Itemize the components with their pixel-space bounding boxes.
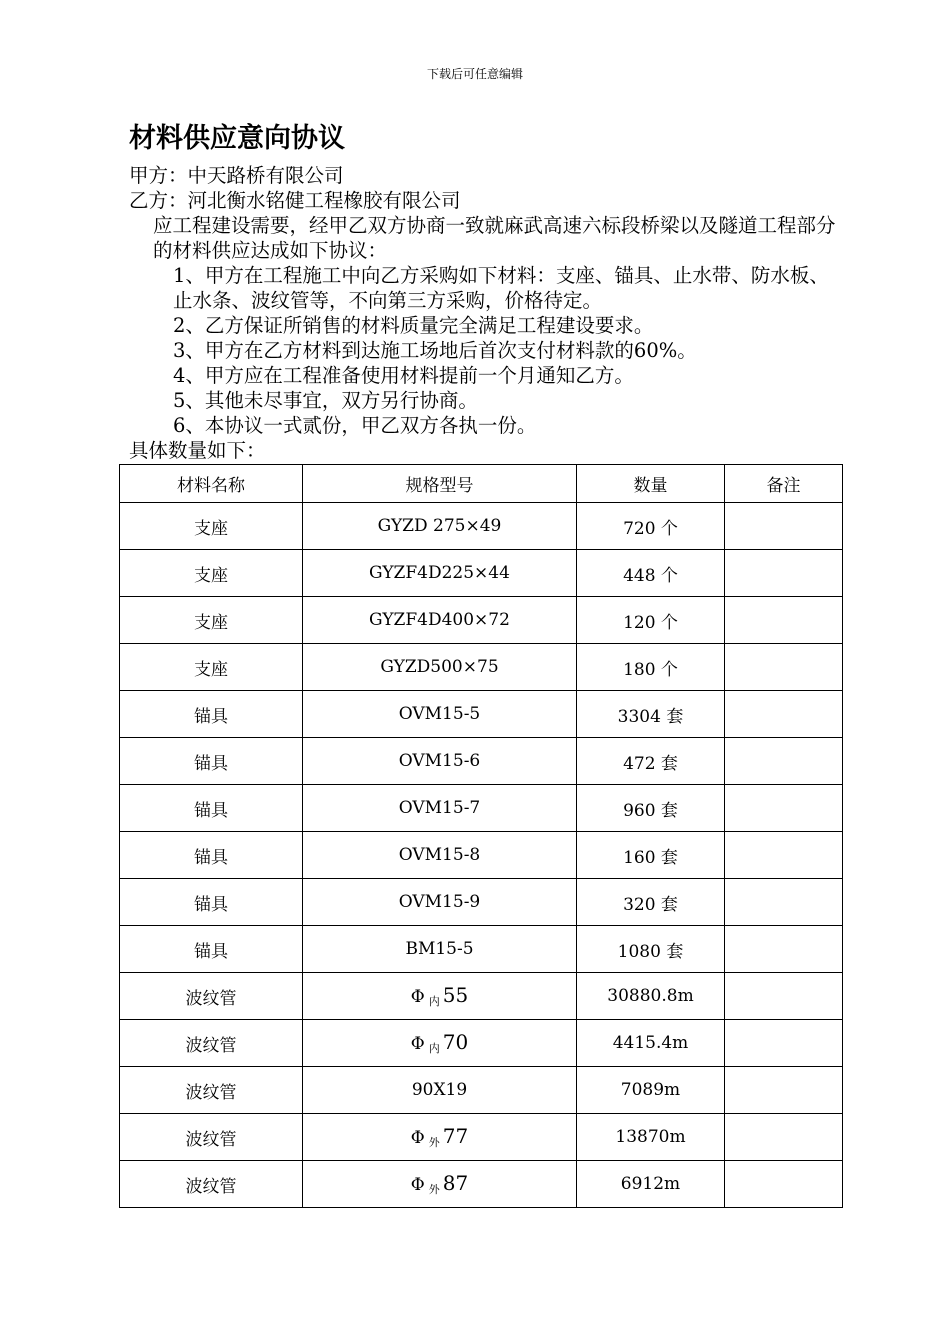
remarks-cell <box>725 691 843 738</box>
diameter-qualifier: 外 <box>428 1183 440 1196</box>
header-remarks: 备注 <box>725 465 843 503</box>
party-b: 乙方：河北衡水铭健工程橡胶有限公司 <box>129 189 461 212</box>
table-header-row <box>120 465 843 503</box>
spec-model-cell: OVM15-8 <box>303 832 577 879</box>
quantity-cell: 120 个 <box>577 597 725 644</box>
party-a: 甲方：中天路桥有限公司 <box>129 164 344 187</box>
remarks-cell <box>725 785 843 832</box>
material-name-cell: 波纹管 <box>120 1020 303 1067</box>
material-name-cell: 支座 <box>120 644 303 691</box>
diameter-value: 77 <box>442 1124 469 1148</box>
diameter-symbol: Φ <box>410 987 425 1007</box>
quantity-cell: 13870m <box>577 1114 725 1161</box>
material-name-cell: 锚具 <box>120 691 303 738</box>
spec-model-cell <box>303 1161 577 1208</box>
material-name-cell: 波纹管 <box>120 1114 303 1161</box>
material-name-cell: 锚具 <box>120 785 303 832</box>
clause-1: 1、甲方在工程施工中向乙方采购如下材料：支座、锚具、止水带、防水板、止水条、波纹管等，不向第三方采购，价格待定。 <box>173 264 829 312</box>
quantity-cell: 960 套 <box>577 785 725 832</box>
spec-model-cell: GYZF4D225×44 <box>303 550 577 597</box>
material-name-cell: 锚具 <box>120 879 303 926</box>
material-name-cell: 波纹管 <box>120 973 303 1020</box>
header-quantity: 数量 <box>577 465 725 503</box>
table-row <box>120 550 843 597</box>
material-name-cell: 锚具 <box>120 832 303 879</box>
diameter-value: 55 <box>442 983 469 1007</box>
quantity-cell: 6912m <box>577 1161 725 1208</box>
quantity-cell: 320 套 <box>577 879 725 926</box>
quantity-cell: 7089m <box>577 1067 725 1114</box>
remarks-cell <box>725 879 843 926</box>
diameter-qualifier: 内 <box>428 1042 440 1055</box>
diameter-value: 70 <box>442 1030 469 1054</box>
clause-6: 6、本协议一式贰份，甲乙双方各执一份。 <box>173 414 537 437</box>
table-row <box>120 738 843 785</box>
table-row <box>120 1020 843 1067</box>
quantity-cell: 472 套 <box>577 738 725 785</box>
table-row <box>120 1067 843 1114</box>
table-row <box>120 785 843 832</box>
material-name-cell: 支座 <box>120 597 303 644</box>
header-spec-model: 规格型号 <box>303 465 577 503</box>
quantity-cell: 30880.8m <box>577 973 725 1020</box>
table-row <box>120 644 843 691</box>
header-material-name: 材料名称 <box>120 465 303 503</box>
table-row <box>120 926 843 973</box>
document-title: 材料供应意向协议 <box>129 123 345 154</box>
diameter-symbol: Φ <box>410 1128 425 1148</box>
remarks-cell <box>725 832 843 879</box>
clause-5: 5、其他未尽事宜，双方另行协商。 <box>173 389 478 412</box>
material-name-cell: 锚具 <box>120 738 303 785</box>
material-name-cell: 锚具 <box>120 926 303 973</box>
spec-model-cell: GYZD 275×49 <box>303 503 577 550</box>
clause-3: 3、甲方在乙方材料到达施工场地后首次支付材料款的60%。 <box>173 339 697 362</box>
diameter-symbol: Φ <box>410 1034 425 1054</box>
spec-model-cell <box>303 1114 577 1161</box>
spec-model-cell: OVM15-5 <box>303 691 577 738</box>
material-name-cell: 支座 <box>120 503 303 550</box>
remarks-cell <box>725 1067 843 1114</box>
quantity-cell: 160 套 <box>577 832 725 879</box>
quantity-cell: 180 个 <box>577 644 725 691</box>
quantity-cell: 1080 套 <box>577 926 725 973</box>
clause-2: 2、乙方保证所销售的材料质量完全满足工程建设要求。 <box>173 314 654 337</box>
remarks-cell <box>725 644 843 691</box>
agreement-body <box>129 163 841 463</box>
diameter-value: 87 <box>442 1171 469 1195</box>
quantity-intro: 具体数量如下： <box>129 439 266 462</box>
table-row <box>120 597 843 644</box>
spec-model-cell: OVM15-9 <box>303 879 577 926</box>
remarks-cell <box>725 597 843 644</box>
quantity-cell: 720 个 <box>577 503 725 550</box>
header-note: 下载后可任意编辑 <box>426 67 523 81</box>
table-row <box>120 503 843 550</box>
table-row <box>120 1161 843 1208</box>
diameter-symbol: Φ <box>410 1175 425 1195</box>
quantity-cell: 4415.4m <box>577 1020 725 1067</box>
remarks-cell <box>725 738 843 785</box>
spec-model-cell: GYZD500×75 <box>303 644 577 691</box>
material-name-cell: 波纹管 <box>120 1067 303 1114</box>
diameter-qualifier: 外 <box>428 1136 440 1149</box>
remarks-cell <box>725 550 843 597</box>
quantity-cell: 3304 套 <box>577 691 725 738</box>
material-name-cell: 支座 <box>120 550 303 597</box>
spec-model-cell: GYZF4D400×72 <box>303 597 577 644</box>
table-row <box>120 879 843 926</box>
table-row <box>120 1114 843 1161</box>
quantity-cell: 448 个 <box>577 550 725 597</box>
table-row <box>120 973 843 1020</box>
remarks-cell <box>725 1020 843 1067</box>
table-body <box>120 503 843 1208</box>
remarks-cell <box>725 926 843 973</box>
spec-model-cell: 90X19 <box>303 1067 577 1114</box>
remarks-cell <box>725 1114 843 1161</box>
material-name-cell: 波纹管 <box>120 1161 303 1208</box>
materials-table <box>119 464 843 1208</box>
intro-paragraph: 应工程建设需要，经甲乙双方协商一致就麻武高速六标段桥梁以及隧道工程部分的材料供应达成如下协议： <box>153 214 836 262</box>
remarks-cell <box>725 973 843 1020</box>
table-row <box>120 691 843 738</box>
spec-model-cell: OVM15-7 <box>303 785 577 832</box>
spec-model-cell: OVM15-6 <box>303 738 577 785</box>
remarks-cell <box>725 503 843 550</box>
spec-model-cell <box>303 973 577 1020</box>
diameter-qualifier: 内 <box>428 995 440 1008</box>
spec-model-cell: BM15-5 <box>303 926 577 973</box>
remarks-cell <box>725 1161 843 1208</box>
table-row <box>120 832 843 879</box>
clause-4: 4、甲方应在工程准备使用材料提前一个月通知乙方。 <box>173 364 634 387</box>
spec-model-cell <box>303 1020 577 1067</box>
